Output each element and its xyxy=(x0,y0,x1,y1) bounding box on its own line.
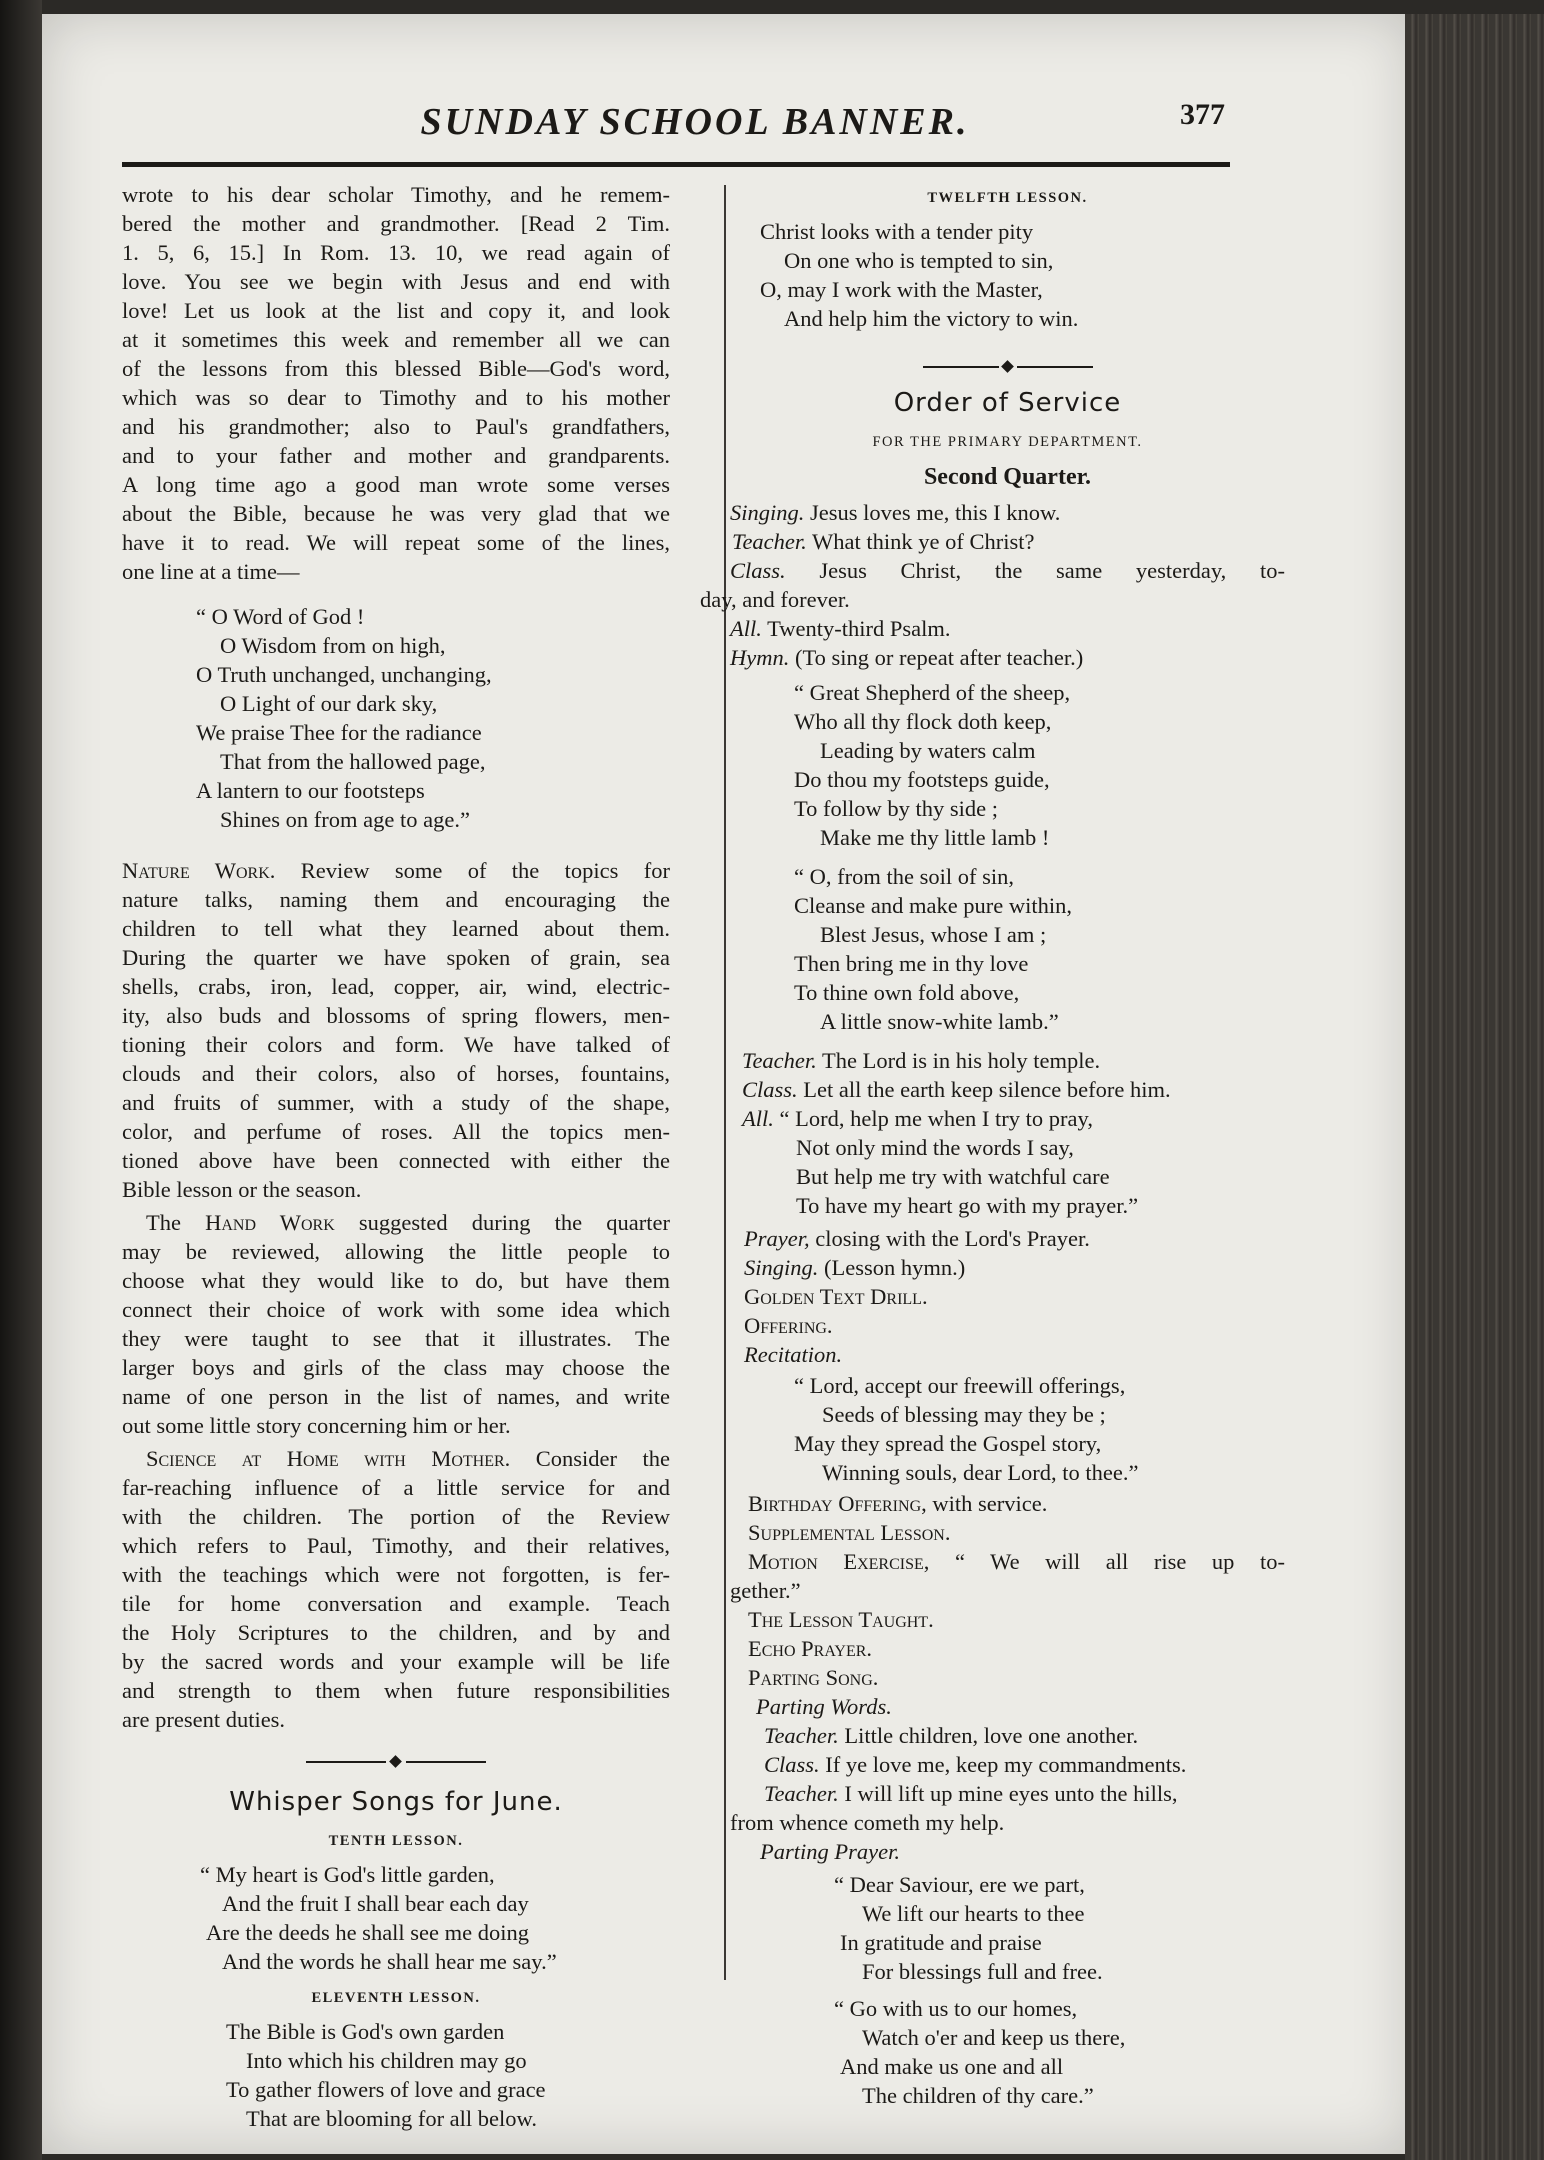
poem-line: And help him the victory to win. xyxy=(784,306,1079,331)
hymn-verse-2 xyxy=(730,862,1285,1036)
service-line: Echo Prayer. xyxy=(748,1636,873,1661)
text-line: choose what they would like to do, but have them xyxy=(122,1268,670,1293)
service-line xyxy=(730,1253,1285,1282)
service-line: Parting Prayer. xyxy=(760,1839,900,1864)
poem-line: We praise Thee for the radiance xyxy=(196,720,482,745)
text-span: (Lesson hymn.) xyxy=(818,1255,966,1280)
section-label: Hand Work xyxy=(205,1210,335,1235)
text-span: with service. xyxy=(926,1491,1048,1516)
poem-line: Cleanse and make pure within, xyxy=(794,893,1073,918)
poem-line: On one who is tempted to sin, xyxy=(784,248,1054,273)
text-line xyxy=(122,1444,670,1473)
service-line xyxy=(730,1104,1285,1133)
poem-line: A little snow-white lamb.” xyxy=(820,1009,1059,1034)
word-of-god-poem xyxy=(122,602,670,834)
text-line: larger boys and girls of the class may choose the xyxy=(122,1355,670,1380)
text-line: far-reaching influence of a little service for and xyxy=(122,1475,670,1500)
service-line xyxy=(730,1224,1285,1253)
section-label: Nature Work. xyxy=(122,858,276,883)
poem-line: May they spread the Gospel story, xyxy=(794,1431,1102,1456)
poem-line: “ Great Shepherd of the sheep, xyxy=(794,680,1071,705)
service-line: Offering. xyxy=(744,1313,833,1338)
text-span: “ Lord, help me when I try to pray, xyxy=(773,1106,1093,1131)
text-line: connect their choice of work with some idea which xyxy=(122,1297,670,1322)
poem-line: The Bible is God's own garden xyxy=(226,2019,505,2044)
quarter-heading: Second Quarter. xyxy=(923,464,1092,490)
text-line: which refers to Paul, Timothy, and their relatives, xyxy=(122,1533,670,1558)
parting-prayer-verse-1 xyxy=(730,1870,1285,1986)
text-line: bered the mother and grandmother. [Read 2 Tim. xyxy=(122,211,670,236)
poem-line: O Wisdom from on high, xyxy=(220,633,446,658)
poem-line: To have my heart go with my prayer.” xyxy=(796,1193,1139,1218)
poem-line: To gather flowers of love and grace xyxy=(226,2077,546,2102)
text-line: name of one person in the list of names, and write xyxy=(122,1384,670,1409)
text-line: by the sacred words and your example will be life xyxy=(122,1649,670,1674)
text-line: tile for home conversation and example. Teach xyxy=(122,1591,670,1616)
service-line xyxy=(730,643,1285,672)
service-line: Supplemental Lesson. xyxy=(748,1520,951,1545)
text-line: tioning their colors and form. We have talked of xyxy=(122,1032,670,1057)
poem-line: To follow by thy side ; xyxy=(794,796,999,821)
text-span: If ye love me, keep my commandments. xyxy=(819,1752,1187,1777)
service-label: All. xyxy=(742,1106,774,1131)
text-line: with the teachings which were not forgotten, is fer- xyxy=(122,1562,670,1587)
order-subtitle: FOR THE PRIMARY DEPARTMENT. xyxy=(872,434,1143,450)
text-span: I will lift up mine eyes unto the hills, xyxy=(838,1781,1178,1806)
text-line: and strength to them when future responsibilities xyxy=(122,1678,670,1703)
service-line xyxy=(730,1750,1285,1779)
service-line xyxy=(730,1779,1285,1808)
text-line: color, and perfume of roses. All the topics men- xyxy=(122,1119,670,1144)
text-span: Consider the xyxy=(510,1446,670,1471)
text-line: shells, crabs, iron, lead, copper, air, wind, electric- xyxy=(122,974,670,999)
parting-prayer-verse-2 xyxy=(730,1994,1285,2110)
service-label: Teacher. xyxy=(742,1048,817,1073)
poem-line: “ Dear Saviour, ere we part, xyxy=(834,1872,1085,1897)
service-label: Hymn. xyxy=(730,645,790,670)
text-line: ity, also buds and blossoms of spring flowers, men- xyxy=(122,1003,670,1028)
poem-line: That are blooming for all below. xyxy=(246,2106,537,2131)
poem-line: For blessings full and free. xyxy=(862,1959,1103,1984)
running-head: SUNDAY SCHOOL BANNER. xyxy=(420,101,970,143)
poem-line: A lantern to our footsteps xyxy=(196,778,425,803)
service-line xyxy=(730,1721,1285,1750)
text-line: one line at a time— xyxy=(122,559,300,584)
service-line xyxy=(730,1046,1285,1075)
poem-line: “ Lord, accept our freewill offerings, xyxy=(794,1373,1126,1398)
poem-line: And the fruit I shall bear each day xyxy=(222,1891,529,1916)
poem-line: But help me try with watchful care xyxy=(796,1164,1110,1189)
service-line: Recitation. xyxy=(744,1342,843,1367)
text-line xyxy=(122,856,670,885)
service-line: Parting Words. xyxy=(756,1694,892,1719)
text-line: may be reviewed, allowing the little people to xyxy=(122,1239,670,1264)
binding-shadow xyxy=(0,0,42,2160)
text-span: Jesus loves me, this I know. xyxy=(804,500,1061,525)
service-line xyxy=(730,527,1285,556)
text-line: of the lessons from this blessed Bible—God's word, xyxy=(122,356,670,381)
eleventh-lesson-heading: ELEVENTH LESSON. xyxy=(311,1990,481,2006)
service-label: Singing. xyxy=(730,500,805,525)
poem-line: The children of thy care.” xyxy=(862,2083,1094,2108)
text-line: out some little story concerning him or her. xyxy=(122,1413,511,1438)
twelfth-lesson-heading: TWELFTH LESSON. xyxy=(927,190,1088,206)
text-span: The Lord is in his holy temple. xyxy=(816,1048,1101,1073)
text-line: A long time ago a good man wrote some verses xyxy=(122,472,670,497)
service-label: Class. xyxy=(742,1077,798,1102)
poem-line: O Truth unchanged, unchanging, xyxy=(196,662,492,687)
text-line: are present duties. xyxy=(122,1707,286,1732)
page-number: 377 xyxy=(1180,98,1225,131)
service-label: Birthday Offering, xyxy=(748,1491,927,1516)
service-label: All. xyxy=(730,616,762,641)
text-line: and fruits of summer, with a study of the shape, xyxy=(122,1090,670,1115)
poem-line: In gratitude and praise xyxy=(840,1930,1042,1955)
text-span: Jesus Christ, the same yesterday, to- xyxy=(785,558,1285,583)
text-span: “ We will all rise up to- xyxy=(929,1549,1285,1574)
left-column xyxy=(122,180,670,2133)
service-label: Prayer, xyxy=(744,1226,810,1251)
service-label: Motion Exercise, xyxy=(748,1549,930,1574)
poem-line: Watch o'er and keep us there, xyxy=(862,2025,1126,2050)
poem-line: That from the hallowed page, xyxy=(220,749,486,774)
poem-line: O Light of our dark sky, xyxy=(220,691,438,716)
text-line: they were taught to see that it illustrates. The xyxy=(122,1326,670,1351)
text-span: Let all the earth keep silence before him. xyxy=(797,1077,1171,1102)
column-divider xyxy=(724,185,726,1980)
text-line: and to your father and mother and grandparents. xyxy=(122,443,670,468)
poem-line: Christ looks with a tender pity xyxy=(760,219,1034,244)
poem-line: “ O Word of God ! xyxy=(196,604,365,629)
service-line xyxy=(730,556,1285,585)
science-paragraph xyxy=(122,1444,670,1734)
header-rule xyxy=(122,162,1230,167)
recitation-verse xyxy=(730,1371,1285,1487)
page-edges xyxy=(1405,14,1544,2160)
text-span: What think ye of Christ? xyxy=(806,529,1035,554)
poem-line: Not only mind the words I say, xyxy=(796,1135,1074,1160)
poem-line: Winning souls, dear Lord, to thee.” xyxy=(822,1460,1139,1485)
text-span: closing with the Lord's Prayer. xyxy=(809,1226,1090,1251)
text-line: During the quarter we have spoken of grain, sea xyxy=(122,945,670,970)
right-column xyxy=(700,180,1285,2110)
service-line: gether.” xyxy=(730,1578,801,1603)
service-line xyxy=(730,614,1285,643)
text-span: suggested during the quarter xyxy=(334,1210,671,1235)
text-line: love! Let us look at the list and copy it, and look xyxy=(122,298,670,323)
tenth-lesson-heading: TENTH LESSON. xyxy=(328,1833,464,1849)
text-line: which was so dear to Timothy and to his mother xyxy=(122,385,670,410)
eleventh-lesson-verse xyxy=(122,2017,670,2133)
hand-work-paragraph xyxy=(122,1208,670,1440)
nature-work-paragraph xyxy=(122,856,670,1204)
poem-line: And the words he shall hear me say.” xyxy=(222,1949,557,1974)
service-line xyxy=(730,1547,1285,1576)
service-label: Class. xyxy=(764,1752,820,1777)
section-label: Science at Home with Mother. xyxy=(146,1446,511,1471)
poem-line: Shines on from age to age.” xyxy=(220,807,470,832)
poem-line: Who all thy flock doth keep, xyxy=(794,709,1052,734)
text-line: with the children. The portion of the Review xyxy=(122,1504,670,1529)
poem-line: To thine own fold above, xyxy=(794,980,1020,1005)
service-line: day, and forever. xyxy=(700,587,850,612)
service-line xyxy=(730,1489,1285,1518)
poem-line: Into which his children may go xyxy=(246,2048,527,2073)
poem-line: Do thou my footsteps guide, xyxy=(794,767,1050,792)
service-line xyxy=(730,498,1285,527)
service-line: The Lesson Taught. xyxy=(748,1607,934,1632)
text-line: 1. 5, 6, 15.] In Rom. 13. 10, we read again of xyxy=(122,240,670,265)
poem-line: Then bring me in thy love xyxy=(794,951,1029,976)
text-line: nature talks, naming them and encouraging the xyxy=(122,887,670,912)
section-ornament xyxy=(923,355,1093,379)
text-span: Review some of the topics for xyxy=(275,858,670,883)
text-span: (To sing or repeat after teacher.) xyxy=(789,645,1084,670)
order-of-service-title: Order of Service xyxy=(893,388,1122,418)
text-line: wrote to his dear scholar Timothy, and he remem- xyxy=(122,182,670,207)
poem-line: Blest Jesus, whose I am ; xyxy=(820,922,1047,947)
text-span: Little children, love one another. xyxy=(838,1723,1139,1748)
section-ornament xyxy=(306,1750,486,1774)
text-line: clouds and their colors, also of horses, fountains, xyxy=(122,1061,670,1086)
poem-line: “ My heart is God's little garden, xyxy=(200,1862,495,1887)
text-line: children to tell what they learned about them. xyxy=(122,916,670,941)
service-label: Teacher. xyxy=(732,529,807,554)
poem-line: “ O, from the soil of sin, xyxy=(794,864,1014,889)
poem-line: Leading by waters calm xyxy=(820,738,1036,763)
service-line xyxy=(730,1075,1285,1104)
text-line: Bible lesson or the season. xyxy=(122,1177,362,1202)
poem-line: Are the deeds he shall see me doing xyxy=(206,1920,530,1945)
service-label: Singing. xyxy=(744,1255,819,1280)
poem-line: Seeds of blessing may they be ; xyxy=(822,1402,1106,1427)
text-line xyxy=(122,1208,670,1237)
service-label: Teacher. xyxy=(764,1723,839,1748)
poem-line: “ Go with us to our homes, xyxy=(834,1996,1078,2021)
intro-paragraph xyxy=(122,180,670,586)
service-label: Class. xyxy=(730,558,786,583)
text-line: and his grandmother; also to Paul's grandfathers, xyxy=(122,414,670,439)
text-span: Twenty-third Psalm. xyxy=(761,616,951,641)
service-line: Parting Song. xyxy=(748,1665,879,1690)
poem-line: O, may I work with the Master, xyxy=(760,277,1043,302)
tenth-lesson-verse xyxy=(122,1860,670,1976)
service-line: Golden Text Drill. xyxy=(744,1284,928,1309)
text-line: have it to read. We will repeat some of the lines, xyxy=(122,530,670,555)
hymn-verse-1 xyxy=(730,678,1285,852)
service-label: Teacher. xyxy=(764,1781,839,1806)
twelfth-lesson-verse xyxy=(730,217,1285,333)
text-span: The xyxy=(146,1210,206,1235)
text-line: about the Bible, because he was very glad that we xyxy=(122,501,670,526)
poem-line: Make me thy little lamb ! xyxy=(820,825,1050,850)
text-line: tioned above have been connected with either the xyxy=(122,1148,670,1173)
text-line: at it sometimes this week and remember all we can xyxy=(122,327,670,352)
service-line: from whence cometh my help. xyxy=(730,1810,1005,1835)
poem-line: We lift our hearts to thee xyxy=(862,1901,1085,1926)
text-line: the Holy Scriptures to the children, and by and xyxy=(122,1620,670,1645)
whisper-songs-title: Whisper Songs for June. xyxy=(229,1787,563,1817)
text-line: love. You see we begin with Jesus and end with xyxy=(122,269,670,294)
poem-line: And make us one and all xyxy=(840,2054,1064,2079)
